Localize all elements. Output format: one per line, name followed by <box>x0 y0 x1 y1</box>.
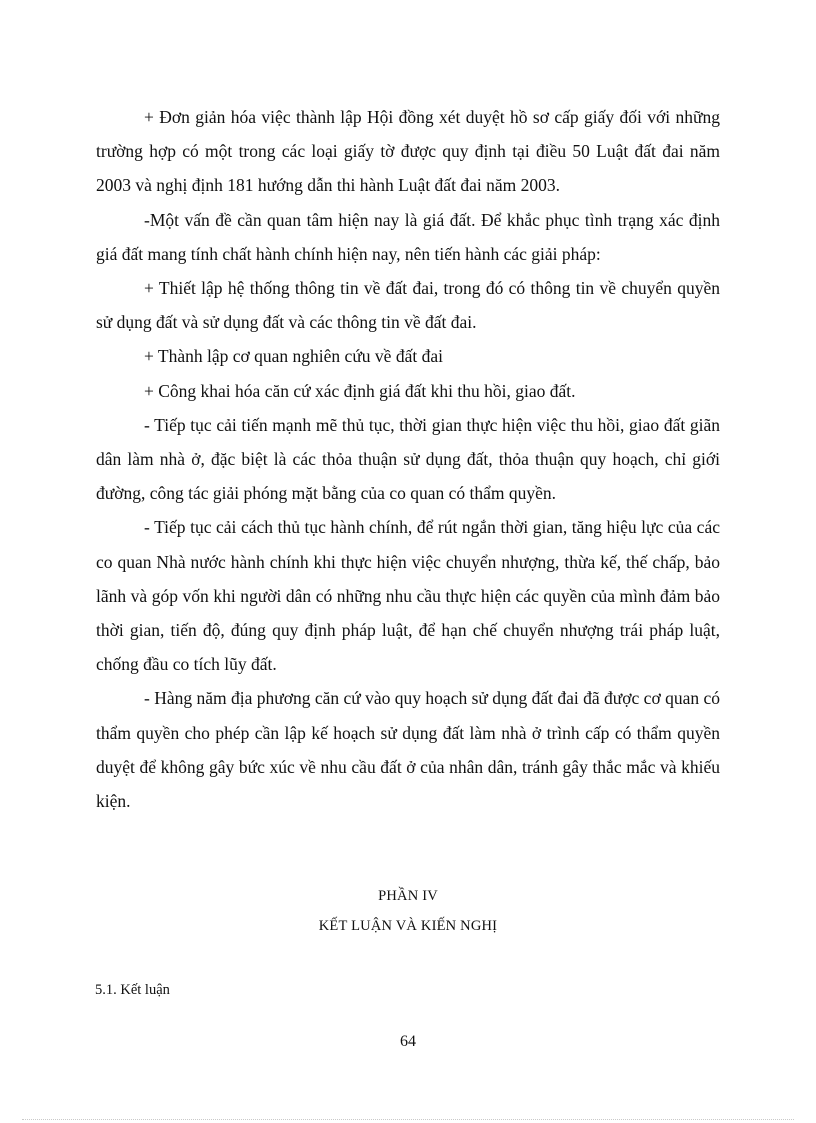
paragraph-procedure-reform: - Tiếp tục cải tiến mạnh mẽ thủ tục, thời gian thực hiện việc thu hồi, giao đất giãn dân làm nhà ở, đặc biệt là các thỏa thuận sử dụng đất, thỏa thuận quy hoạch, chỉ giới đường, công tác giải phóng mặt bằng của co quan có thẩm quyền. <box>96 414 720 504</box>
paragraph-administrative-reform: - Tiếp tục cải cách thủ tục hành chính, để rút ngắn thời gian, tăng hiệu lực của các co quan Nhà nước hành chính khi thực hiện việc chuyển nhượng, thừa kế, thế chấp, bảo lãnh và góp vốn khi người dân có những nhu cầu thực hiện các quyền của mình đảm bảo thời gian, tiến độ, đúng quy định pháp luật, để hạn chế chuyển nhượng trái pháp luật, chống đầu co tích lũy đất. <box>96 517 720 675</box>
page-bottom-divider <box>22 1119 794 1120</box>
paragraph-public-pricing: + Công khai hóa căn cứ xác định giá đất khi thu hồi, giao đất. <box>144 380 576 401</box>
section-heading: 5.1. Kết luận <box>95 982 170 998</box>
paragraph-research-agency: + Thành lập cơ quan nghiên cứu về đất đai <box>144 346 443 367</box>
part-label: PHẦN IV <box>378 888 438 904</box>
paragraph-information-system: + Thiết lập hệ thống thông tin về đất đai, trong đó có thông tin về chuyển quyền sử dụng đất và sử dụng đất và các thông tin về đất đai. <box>96 278 720 333</box>
part-title: KẾT LUẬN VÀ KIẾN NGHỊ <box>318 918 498 934</box>
paragraph-land-price-issue: -Một vấn đề cần quan tâm hiện nay là giá đất. Để khắc phục tình trạng xác định giá đất mang tính chất hành chính hiện nay, nên tiến hành các giải pháp: <box>96 209 720 264</box>
paragraph-annual-planning: - Hàng năm địa phương căn cứ vào quy hoạch sử dụng đất đai đã được cơ quan có thẩm quyền cho phép cần lập kế hoạch sử dụng đất làm nhà ở trình cấp có thẩm quyền duyệt để không gây bức xúc về nhu cầu đất ở của nhân dân, tránh gây thắc mắc và khiếu kiện. <box>96 688 720 812</box>
page-number: 64 <box>400 1033 416 1050</box>
paragraph-simplify-council: + Đơn giản hóa việc thành lập Hội đồng xét duyệt hồ sơ cấp giấy đối với những trường hợp có một trong các loại giấy tờ được quy định tại điều 50 Luật đất đai năm 2003 và nghị định 181 hướng dẫn thi hành Luật đất đai năm 2003. <box>96 107 720 196</box>
body-text <box>96 100 720 818</box>
